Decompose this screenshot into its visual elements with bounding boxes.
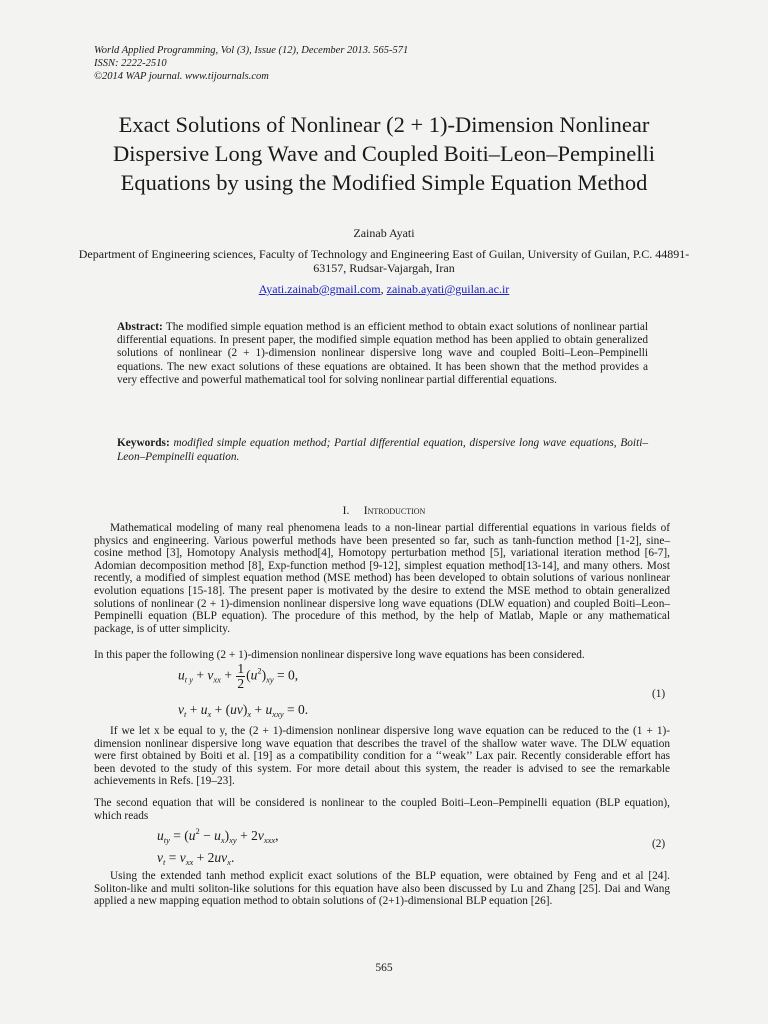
equation-2 xyxy=(157,826,672,868)
title-line-1: Exact Solutions of Nonlinear (2 + 1)-Dimension Nonlinear xyxy=(118,112,650,137)
intro-paragraph-5: Using the extended tanh method explicit exact solutions of the BLP equation, were obtained by Feng and et al [24]. Soliton-like and multi soliton-like solutions for this equation have also been discussed by Lu and Zhang [25]. Dai and Wang applied a new mapping equation method to obtain solutions of (2+1)-dimensional BLP equation [26]. xyxy=(94,870,670,908)
equation-1 xyxy=(178,662,672,722)
intro-paragraph-4: The second equation that will be considered is nonlinear to the coupled Boiti–Leon–Pempinelli equation (BLP equation), which reads xyxy=(94,797,670,822)
equation-2-line-2: $v_t = v_{xx} + 2uv_x$. xyxy=(157,850,235,867)
section-title: Introduction xyxy=(363,505,426,517)
author-affiliation: Department of Engineering sciences, Faculty of Technology and Engineering East of Guilan, University of Guilan, P.C. 44891-63157, Rudsar-Vajargah, Iran xyxy=(78,247,690,275)
paper-title xyxy=(40,110,728,197)
intro-paragraph-3: If we let x be equal to y, the (2 + 1)-dimension nonlinear dispersive long wave equation can be reduced to the (1 + 1)-dimension nonlinear dispersive long wave equation that describes the travel of the shallow water wave. The DLW equation were first obtained by Boiti et al. [19] as a compatibility condition for a ‘‘weak’’ Lax pair. Recently considerable effort has been devoted to the study of this system. For more detail about this system, the reader is advised to see the remarkable achievements in Refs. [19–23]. xyxy=(94,725,670,788)
email-separator: , xyxy=(380,282,387,296)
keywords-label: Keywords: xyxy=(117,437,170,449)
abstract-label: Abstract: xyxy=(117,321,163,333)
keywords-text: modified simple equation method; Partial differential equation, dispersive long wave equations, Boiti–Leon–Pempinelli equation. xyxy=(117,437,648,463)
email-link-2[interactable]: zainab.ayati@guilan.ac.ir xyxy=(386,282,510,296)
journal-citation: World Applied Programming, Vol (3), Issue (12), December 2013. 565-571 xyxy=(94,45,409,56)
abstract-text: The modified simple equation method is an efficient method to obtain exact solutions of nonlinear partial differential equations. In present paper, the modified simple equation method has been applied to obtain generalized solutions of nonlinear (2 + 1)-dimension nonlinear dispersive long wave and coupled Boiti–Leon–Pempinelli equations. The new exact solutions of these equations are obtained. It has been shown that the method provides a very effective and powerful mathematical tool for solving nonlinear partial differential equations. xyxy=(117,321,648,386)
section-number: I. xyxy=(342,505,350,517)
equation-1-number: (1) xyxy=(652,688,666,700)
title-line-2: Dispersive Long Wave and Coupled Boiti–Leon–Pempinelli xyxy=(112,141,656,166)
author-emails xyxy=(0,282,768,297)
author-name: Zainab Ayati xyxy=(353,226,415,240)
equation-2-line-1: $u_{ty} = (u^2 - u_x)_{xy} + 2v_{xxx}$, xyxy=(157,826,279,845)
journal-header xyxy=(94,44,408,83)
abstract xyxy=(117,321,648,387)
equation-2-number: (2) xyxy=(652,838,666,850)
section-heading xyxy=(0,505,768,517)
email-link-1[interactable]: Ayati.zainab@gmail.com xyxy=(258,282,381,296)
journal-issn: ISSN: 2222-2510 xyxy=(94,58,167,69)
title-line-3: Equations by using the Modified Simple Equation Method xyxy=(120,170,648,195)
equation-1-line-1: $u_{t y} + v_{xx}$ + $\frac{1}{2}$ $(u^2)_{xy} = 0$, xyxy=(178,661,299,691)
journal-copyright: ©2014 WAP journal. www.tijournals.com xyxy=(94,71,269,82)
keywords xyxy=(117,436,648,464)
intro-paragraph-2: In this paper the following (2 + 1)-dimension nonlinear dispersive long wave equations has been considered. xyxy=(94,649,585,661)
page-number: 565 xyxy=(375,962,393,974)
intro-paragraph-1: Mathematical modeling of many real phenomena leads to a non-linear partial differential equations in various fields of physics and engineering. Various powerful methods have been presented so far, such as tanh-function method [1-2], sine–cosine method [3], Homotopy Analysis method[4], Homotopy perturbation method [5], variational iteration method [6-7], Adomian decomposition method [8], Exp-function method [9-12], simplest equation method[13-14], and many others. Most recently, a modified of simplest equation method (MSE method) has been developed to obtain solutions of various nonlinear evolution equations [15-18]. The present paper is motivated by the desire to extend the MSE method to obtain generalized solutions of nonlinear (2 + 1)-dimension nonlinear dispersive long wave equations (DLW equation) and coupled Boiti–Leon–Pempinelli equation (BLP equation). The procedure of this method, by the help of Matlab, Maple or any mathematical package, is of utter simplicity. xyxy=(94,522,670,635)
equation-1-line-2: $v_t + u_x + (uv)_x + u_{xxy} = 0$. xyxy=(178,702,309,719)
